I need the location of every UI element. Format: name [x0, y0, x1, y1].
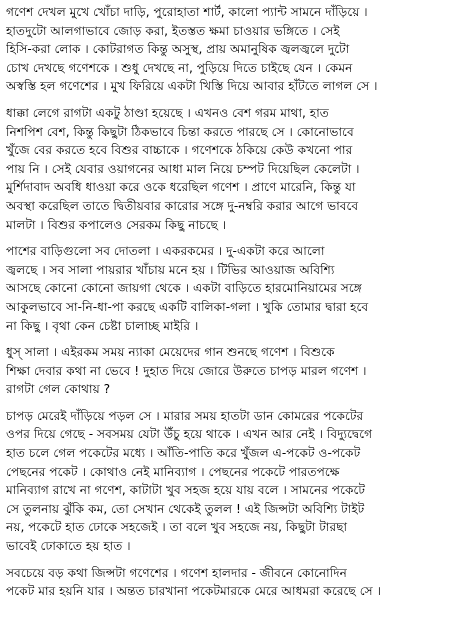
paragraph-gap	[6, 556, 452, 564]
text-line: অবস্থা করেছিল তাতে দ্বিতীয়বার কারোর সঙ্গে দু-নম্বরি করার আগে ভাববে	[6, 198, 359, 213]
text-line: চাপড় মেরেই দাঁড়িয়ে পড়ল সে । মারার সময় হাতটা ডান কোমরের পকেটের	[6, 408, 364, 423]
text-line: মানিব্যাগ রাখে না গণেশ, কাটাটা খুব সহজ হয়ে যায় বলে । সামনের পকেটে	[6, 483, 366, 498]
paragraph-5	[6, 407, 452, 556]
text-line: শিক্ষা দেবার কথা না ভেবে ! দুহাত দিয়ে জোরে উরুতে চাপড় মারল গণেশ ।	[6, 363, 367, 378]
text-line: ভাবেই ঢোকাতে হয় হাত ।	[6, 539, 131, 554]
paragraph-2	[6, 104, 452, 234]
document-page	[6, 3, 452, 617]
text-line: চোখ দেখছে গণেশকে । শুধু দেখছে না, পুড়িয়ে দিতে চাইছে যেন । কেমন	[6, 60, 353, 75]
text-line: হিসি-করা লোক । কোটরাগত কিন্তু অসুস্থ, প্রায় অমানুষিক জ্বলজ্বলে দুটো	[6, 42, 350, 57]
text-line: পাশের বাড়িগুলো সব দোতলা । একরকমের । দু-একটা করে আলো	[6, 244, 325, 259]
text-line: পায় নি । সেই যেবার ওয়াগনের আধা মাল নিয়ে চম্পট দিয়েছিল কেলেটা ।	[6, 161, 360, 176]
text-line: হাত চলে গেল পকেটের মধ্যে । আঁতি-পাতি করে খুঁজল এ-পকেট ও-পকেট	[6, 446, 361, 461]
text-line: মালটা । বিশুর কপালেও সেরকম কিছু নাচছে ।	[6, 217, 227, 232]
paragraph-1	[6, 3, 452, 96]
text-line: না কিছু । বৃথা কেন চেষ্টা চালাচ্ছ মাইরি ।	[6, 318, 199, 333]
text-line: ওপর দিয়ে গেছে - সবসময় যেটা উঁচু হয়ে থাকে । এখন আর নেই । বিদ্যুদ্বেগে	[6, 427, 373, 442]
text-line: পেছনের পকেট । কোথাও নেই মানিব্যাগ । পেছনের পকেটে পারতপক্ষে	[6, 464, 340, 479]
paragraph-gap	[6, 234, 452, 242]
paragraph-3	[6, 242, 452, 335]
text-line: সে তুলনায় ঝুঁকি কম, তো সেখান থেকেই তুলল ! এই জিন্সটা অবিশ্যি টাইট	[6, 501, 365, 516]
text-line: পকেট মার হয়নি যার । অন্তত চারখানা পকেটমারকে মেরে আধমরা করেছে সে ।	[6, 584, 381, 599]
text-line: নয়, পকেটে হাত ঢোকে সহজেই । তা বলে খুব সহজে নয়, কিছুটা টারছা	[6, 520, 348, 535]
paragraph-gap	[6, 399, 452, 407]
text-line: জ্বলছে । সব সালা পায়রার খাঁচায় মনে হয় । টিভির আওয়াজ অবিশ্যি	[6, 262, 335, 277]
paragraph-6	[6, 564, 452, 601]
text-line: ধুস্ সালা । এইরকম সময় ন্যাকা মেয়েদের গান শুনছে গণেশ । বিশুকে	[6, 345, 335, 360]
text-line: মুর্শিদাবাদ অবধি ধাওয়া করে ওকে ধরেছিল গণেশ । প্রাণে মারেনি, কিন্তু যা	[6, 180, 356, 195]
text-line: নিশপিশ বেশ, কিন্তু কিছুটা ঠিকভাবে চিন্তা করতে পারছে সে । কোনোভাবে	[6, 124, 354, 139]
text-line: হাতদুটো আলগাভাবে জোড় করা, ইতস্তত ক্ষমা চাওয়ার ভঙ্গিতে । সেই	[6, 23, 340, 38]
text-line: রাগটা গেল কোথায় ?	[6, 382, 111, 397]
paragraph-gap	[6, 335, 452, 343]
text-line: অস্বস্তি হল গণেশের । মুখ ফিরিয়ে একটা খিস্তি দিয়ে আবার হাঁটতে লাগল সে ।	[6, 79, 378, 94]
paragraph-gap	[6, 96, 452, 104]
text-line: আসছে কোনো কোনো জায়গা থেকে । একটা বাড়িতে হারমোনিয়ামের সঙ্গে	[6, 281, 362, 296]
text-line: খুঁজে বের করতে হবে বিশুর বাচ্চাকে । গণেশকে ঠকিয়ে কেউ কখনো পার	[6, 143, 353, 158]
paragraph-4	[6, 343, 452, 399]
text-line: আকুলভাবে সা-নি-ধা-পা করছে একটি বালিকা-গলা । খুকি তোমার দ্বারা হবে	[6, 299, 369, 314]
text-line: ধাক্কা লেগে রাগটা একটু ঠাণ্ডা হয়েছে । এখনও বেশ গরম মাথা, হাত	[6, 105, 329, 120]
text-line: গণেশ দেখল মুখে খোঁচা দাড়ি, পুরোহাতা শার্ট, কালো প্যান্ট সামনে দাঁড়িয়ে ।	[6, 5, 368, 19]
text-line: সবচেয়ে বড় কথা জিন্সটা গণেশের । গণেশ হালদার - জীবনে কোনোদিন	[6, 565, 347, 580]
